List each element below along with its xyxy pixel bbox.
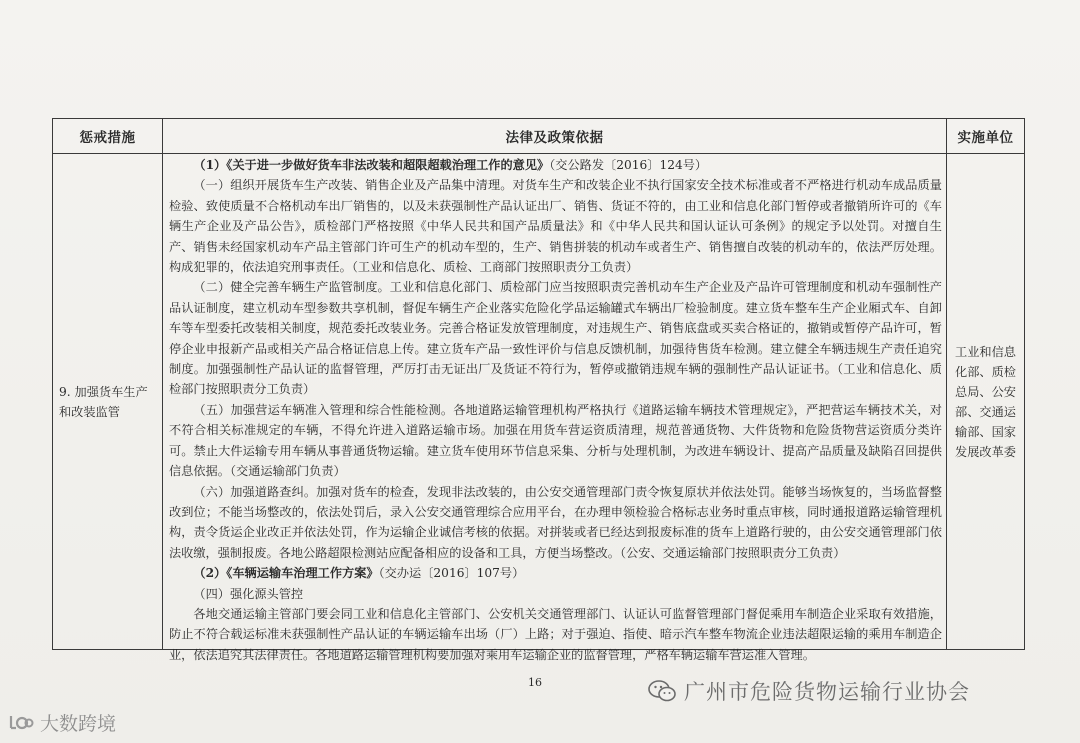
section-title: （2）《车辆运输车治理工作方案》 <box>193 566 379 581</box>
header-measure: 惩戒措施 <box>53 119 163 154</box>
table-row <box>53 154 1025 650</box>
basis-paragraph: （六）加强道路查纠。加强对货车的检查，发现非法改装的，由公安交通管理部门责令恢复原状并依法处罚。能够当场恢复的，当场监督整改到位；不能当场整改的，依法处罚后，录入公安交通管理综合应用平台，在办理申领检验合格标志业务时重点审核，同时通报道路运输管理机构，责令货运企业改正并依法处罚，作为运输企业诚信考核的依据。对拼装或者已经达到报废标准的货车上道路行驶的，由公安交通管理部门依法收缴，强制报废。各地公路超限检测站应配备相应的设备和工具，方便当场整改。（公安、交通运输部门按照职责分工负责） <box>169 484 942 560</box>
policy-table <box>52 118 1025 662</box>
page-number: 16 <box>528 676 542 689</box>
unit-cell <box>947 154 1025 650</box>
wechat-bubble-icon <box>648 680 676 702</box>
basis-paragraph: （四）强化源头管控 <box>193 586 304 601</box>
logo-text: 大数跨境 <box>40 713 117 735</box>
section-heading <box>169 563 942 583</box>
basis-paragraph: 各地交通运输主管部门要会同工业和信息化主管部门、公安机关交通管理部门、认证认可监督管理部门督促乘用车制造企业采取有效措施，防止不符合载运标准未获强制性产品认证的车辆运输车出场（厂）上路；对于强迫、指使、暗示汽车整车物流企业违法超限运输的乘用车制造企业，依法追究其法律责任。各地道路运输管理机构要加强对乘用车运输企业的监督管理，严格车辆运输车营运准入管理。 <box>169 606 942 662</box>
watermark-text: 广州市危险货物运输行业协会 <box>684 680 970 704</box>
basis-cell <box>163 154 947 662</box>
section-heading <box>169 155 942 175</box>
logo <box>8 709 116 736</box>
basis-paragraph: （一）组织开展货车生产改装、销售企业及产品集中清理。对货车生产和改装企业不执行国家安全技术标准或者不严格进行机动车成品质量检验、致使质量不合格机动车出厂销售的，以及未获强制性产品认证出厂、销售、货证不符的，由工业和信息化部门暂停或者撤销所许可的《车辆生产企业及产品公告》，质检部门严格按照《中华人民共和国产品质量法》和《中华人民共和国认证认可条例》的规定予以处罚。对擅自生产、销售未经国家机动车产品主管部门许可生产的机动车型的，生产、销售拼装的机动车或者生产、销售擅自改装的机动车的，依法严厉处理。构成犯罪的，依法追究刑事责任。（工业和信息化、质检、工商部门按照职责分工负责） <box>169 178 942 275</box>
measure-text: 9. 加强货车生产和改装监管 <box>59 384 148 419</box>
basis-paragraph: （二）健全完善车辆生产监管制度。工业和信息化部门、质检部门应当按照职责完善机动车生产企业及产品许可管理制度和机动车强制性产品认证制度，建立机动车型参数共享机制，督促车辆生产企业落实危险化学品运输罐式车辆出厂检验制度。建立货车整车生产企业厢式车、自卸车等车型委托改装相关制度，规范委托改装业务。完善合格证发放管理制度，对违规生产、销售底盘或买卖合格证的，撤销或暂停产品许可，暂停企业申报新产品或相关产品合格证信息上传。建立货车产品一致性评价与信息反馈机制，加强待售货车检测。建立健全车辆违规生产责任追究制度。加强强制性产品认证的监督管理，严厉打击无证出厂及货证不符行为，暂停或撤销违规车辆的强制性产品认证证书。（工业和信息化、质检部门按照职责分工负责） <box>169 280 942 397</box>
header-basis: 法律及政策依据 <box>163 119 947 154</box>
section-title: （1）《关于进一步做好货车非法改装和超限超载治理工作的意见》 <box>193 158 550 172</box>
table-header-row <box>53 119 1025 154</box>
measure-cell <box>53 154 163 650</box>
basis-paragraph: （五）加强营运车辆准入管理和综合性能检测。各地道路运输管理机构严格执行《道路运输车辆技术管理规定》，严把营运车辆技术关，对不符合相关标准规定的车辆，不得允许进入道路运输市场。加强在用货车营运资质清理，规范普通货物、大件货物和危险货物营运资质分类许可。禁止大件运输专用车辆从事普通货物运输。建立货车使用环节信息采集、分析与处理机制，为改进车辆设计、提高产品质量及缺陷召回提供信息依据。（交通运输部门负责） <box>169 402 942 479</box>
watermark <box>648 676 970 706</box>
header-unit: 实施单位 <box>947 119 1025 154</box>
basis-text <box>163 154 946 662</box>
unit-text: 工业和信息化部、质检总局、公安部、交通运输部、国家发展改革委 <box>955 344 1016 459</box>
document-number: （交办运〔2016〕107号） <box>378 566 525 581</box>
document-number: （交公路发〔2016〕124号） <box>549 158 708 172</box>
dashujiejing-logo-icon <box>8 712 34 734</box>
